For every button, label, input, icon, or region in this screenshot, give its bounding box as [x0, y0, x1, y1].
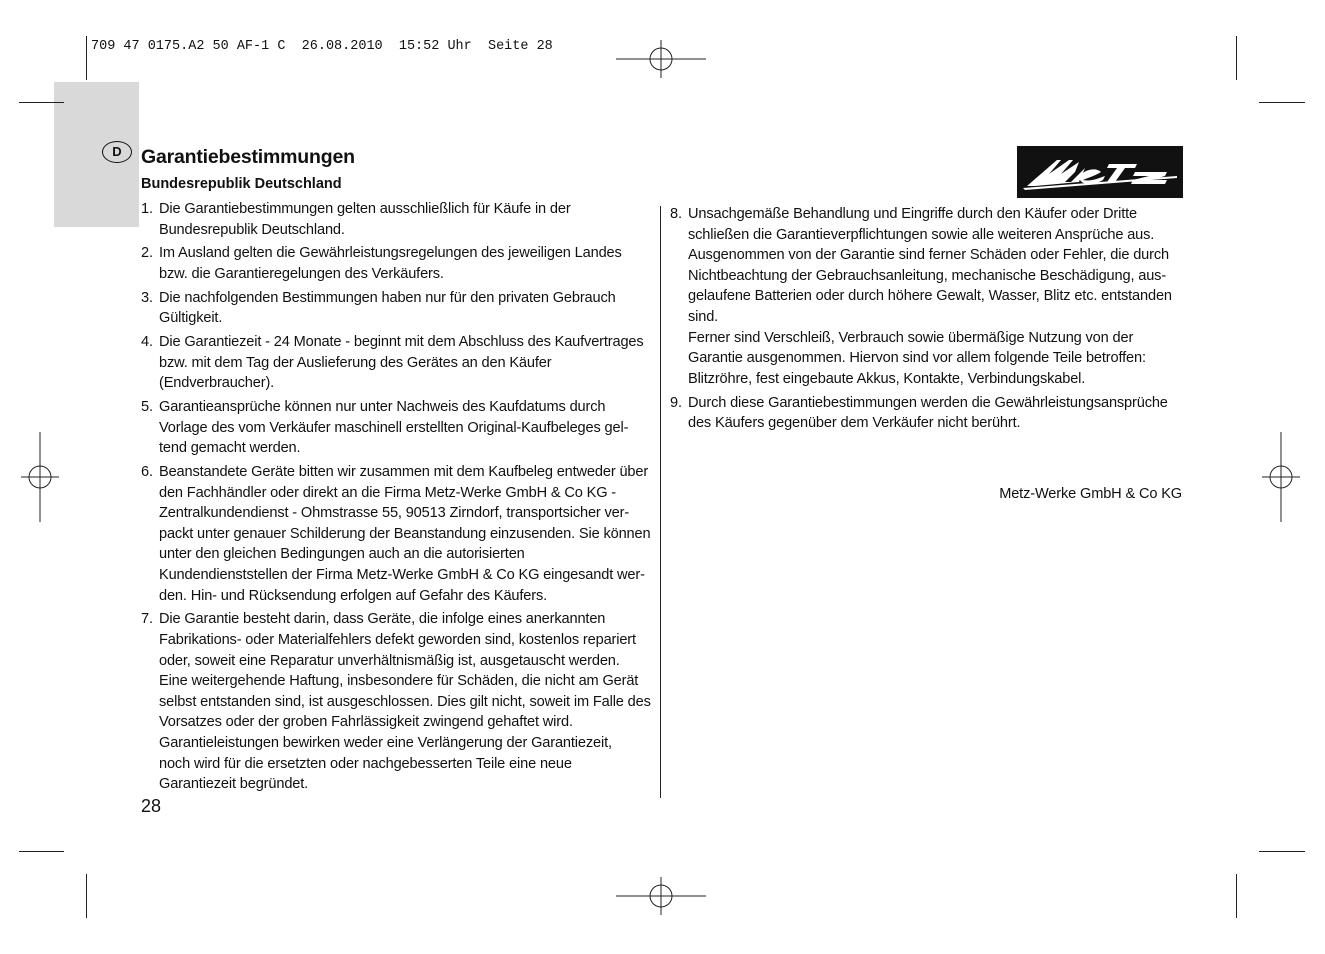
item-text: Die Garantiebestimmungen gelten ausschließlich für Käufe in der Bundesrepublik Deutschland. [159, 201, 571, 238]
list-item [141, 199, 659, 240]
item-number: 1. [141, 201, 153, 217]
print-slug: 709 47 0175.A2 50 AF-1 C 26.08.2010 15:52 Uhr Seite 28 [91, 39, 553, 54]
item-text: Beanstandete Geräte bitten wir zusammen mit dem Kaufbeleg entweder über den Fachhändler oder direkt an die Firma Metz-Werke GmbH & Co KG - Zentralkundendienst - Ohmstrasse 55, 90513 Zirndorf, transportsicher ver- packt unter genauer Schilderung der Beanstandung einzusenden. Sie können unter den gleichen Bedingungen auch an die autorisierten Kundendienststellen der Firma Metz-Werke GmbH & Co KG eingesandt wer- den. Hin- und Rücksendung erfolgen auf Gefahr des Käufers. [159, 464, 651, 604]
item-text: Die nachfolgenden Bestimmungen haben nur für den privaten Gebrauch Gültigkeit. [159, 289, 616, 327]
list-item [141, 462, 659, 606]
crop-mark [86, 36, 87, 80]
crop-mark [19, 851, 64, 852]
item-text: Die Garantiezeit - 24 Monate - beginnt mit dem Abschluss des Kaufvertrages bzw. mit dem Tag der Auslieferung des Gerätes an den Käufer (Endverbraucher). [159, 334, 644, 392]
registration-mark-icon [1236, 432, 1325, 522]
list-item [141, 243, 659, 284]
item-number: 4. [141, 334, 153, 351]
list-item [141, 332, 659, 394]
item-text: Durch diese Garantiebestimmungen werden die Gewährleistungsansprüche des Käufers gegenüber dem Verkäufer nicht berührt. [688, 394, 1168, 432]
registration-mark-icon [616, 851, 706, 941]
crop-mark [19, 102, 64, 103]
page-subtitle: Bundesrepublik Deutschland [141, 176, 342, 192]
language-badge: D [102, 141, 132, 163]
list-item [670, 204, 1190, 389]
list-item [141, 288, 659, 329]
item-text: Unsachgemäße Behandlung und Eingriffe durch den Käufer oder Dritte schließen die Garantieverpflichtungen sowie alle weiteren Ansprüche aus. Ausgenommen von der Garantie sind ferner Schäden oder Fehler, die durch Nichtbeachtung der Gebrauchsanleitung, mechanische Beschädigung, aus- gelaufene Batterien oder durch höhere Gewalt, Wasser, Blitz etc. entstanden sind. Ferner sind Verschleiß, Verbrauch sowie übermäßige Nutzung von der Garantie ausgenommen. Hiervon sind vor allem folgende Teile betroffen: Blitzröhre, fest eingebaute Akkus, Kontakte, Verbindungskabel. [688, 206, 1172, 387]
item-number: 8. [670, 206, 682, 222]
item-number: 7. [141, 611, 153, 628]
list-item [670, 393, 1190, 434]
registration-mark-icon [616, 14, 706, 104]
left-column [141, 199, 659, 798]
right-column [670, 204, 1190, 437]
crop-mark [1259, 102, 1305, 103]
item-number: 2. [141, 245, 153, 262]
crop-mark [86, 874, 87, 918]
list-item [141, 397, 659, 459]
item-number: 5. [141, 399, 153, 416]
list-item [141, 609, 659, 794]
column-divider [660, 206, 661, 798]
page-number: 28 [141, 796, 162, 816]
company-signature: Metz-Werke GmbH & Co KG [999, 486, 1182, 502]
item-text: Im Ausland gelten die Gewährleistungsregelungen des jeweiligen Landes bzw. die Garantieregelungen des Verkäufers. [159, 245, 622, 282]
metz-logo-icon [1017, 146, 1183, 198]
crop-mark [1236, 874, 1237, 918]
crop-mark [1236, 36, 1237, 80]
item-number: 6. [141, 464, 153, 481]
registration-mark-icon [0, 432, 85, 522]
page-title: Garantiebestimmungen [141, 146, 355, 168]
item-text: Garantieansprüche können nur unter Nachweis des Kaufdatums durch Vorlage des vom Verkäufer maschinell erstellten Original-Kaufbeleges gel- tend gemacht werden. [159, 399, 629, 457]
item-number: 3. [141, 289, 153, 306]
metz-logo [1017, 146, 1183, 198]
item-text: Die Garantie besteht darin, dass Geräte, die infolge eines anerkannten Fabrikations- oder Materialfehlers defekt geworden sind, kostenlos repariert oder, soweit eine Reparatur unverhältnismäßig ist, ausgetauscht werden. Eine weitergehende Haftung, insbesondere für Schäden, die nicht am Gerät selbst entstanden sind, ist ausgeschlossen. Dies gilt nicht, soweit im Falle des Vorsatzes oder der groben Fahrlässigkeit zwingend gehaftet wird. Garantieleistungen bewirken weder eine Verlängerung der Garantiezeit, noch wird für die ersetzten oder nachgebesserten Teile eine neue Garantiezeit begründet. [159, 611, 651, 793]
item-number: 9. [670, 394, 682, 411]
crop-mark [1259, 851, 1305, 852]
